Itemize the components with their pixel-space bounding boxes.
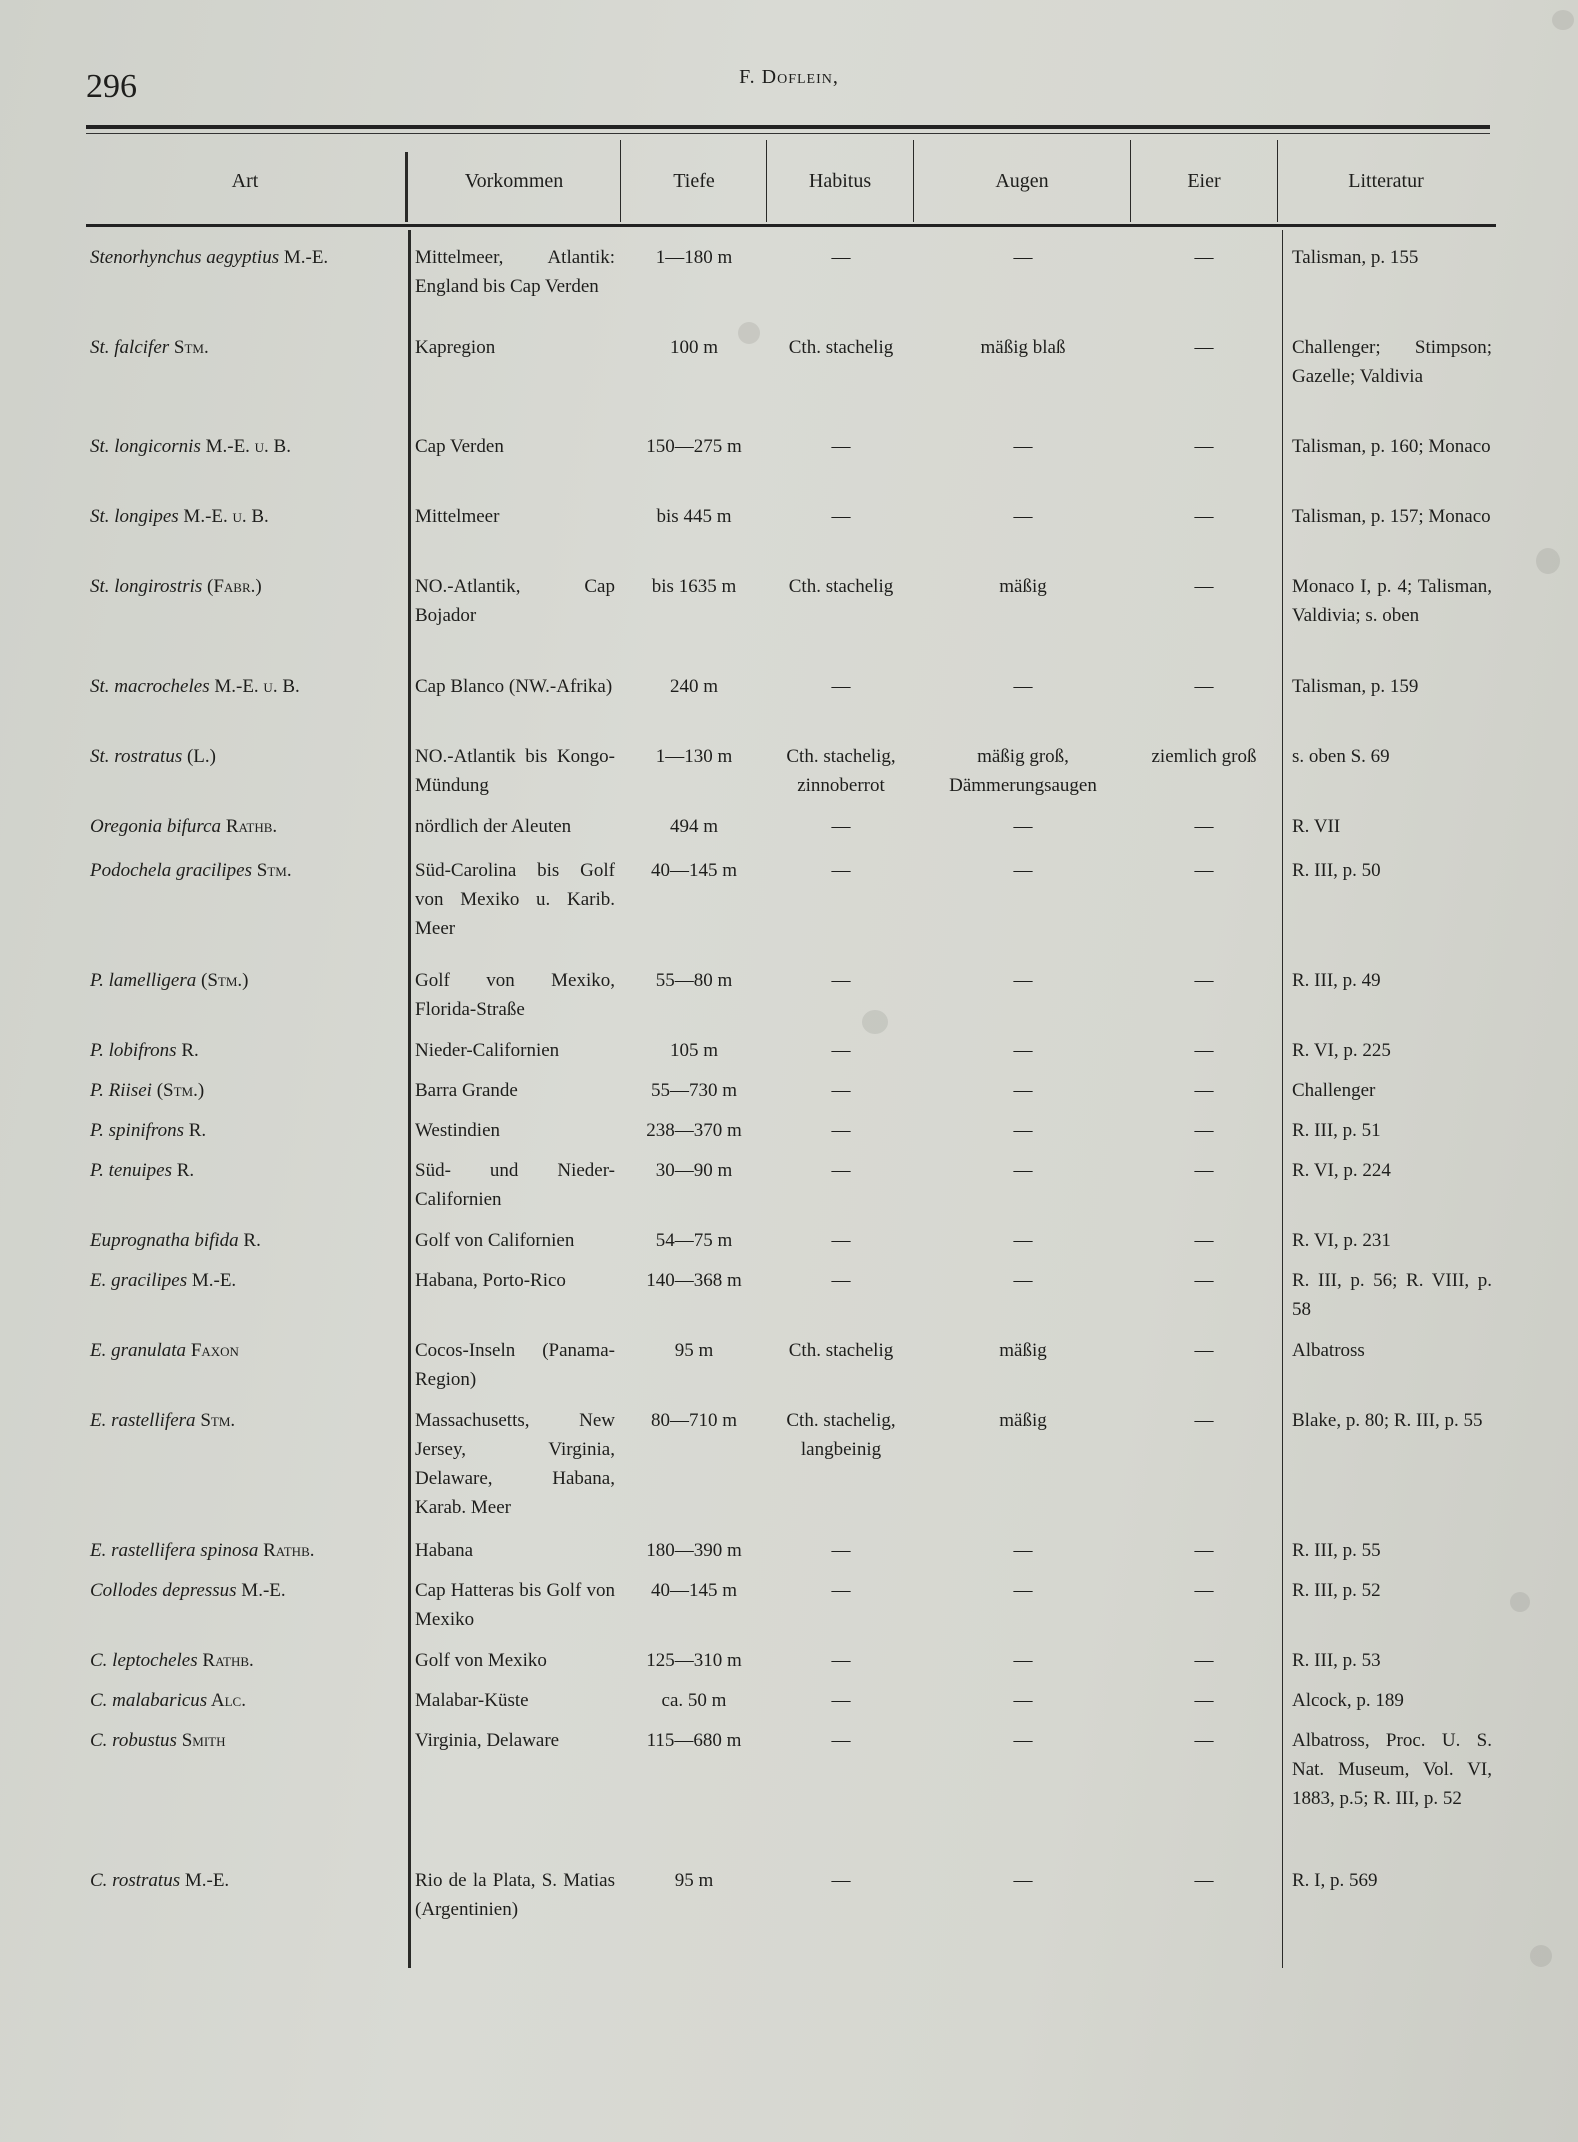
cell-art <box>90 1036 402 1065</box>
species-author: R. <box>176 1040 199 1061</box>
cell-eier: — <box>1194 860 1214 881</box>
species-author: R. <box>171 1160 195 1181</box>
cell-tiefe: 30—90 m <box>655 1160 733 1181</box>
cell-habitus: — <box>831 1540 851 1561</box>
column-divider <box>1282 230 1283 1968</box>
cell-vorkommen: Westindien <box>415 1120 501 1141</box>
cell-augen: — <box>1013 1540 1033 1561</box>
cell-art <box>90 1686 402 1715</box>
cell-habitus: — <box>831 1160 851 1181</box>
cell-vorkommen: Süd-Carolina bis Golf von Mexiko u. Karib. Meer <box>415 860 615 939</box>
species-author: M.-E. u. B. <box>178 506 269 527</box>
cell-litteratur: R. I, p. 569 <box>1292 1870 1378 1891</box>
cell-augen: mäßig <box>999 1340 1047 1361</box>
species-name: P. lamelligera <box>90 970 197 991</box>
cell-tiefe: 105 m <box>669 1040 719 1061</box>
column-divider <box>1277 140 1278 222</box>
cell-art <box>90 672 402 701</box>
cell-art <box>90 1336 402 1365</box>
cell-augen: — <box>1013 1120 1033 1141</box>
cell-tiefe: 54—75 m <box>655 1230 733 1251</box>
cell-vorkommen: Habana <box>415 1540 474 1561</box>
cell-augen: — <box>1013 1690 1033 1711</box>
column-divider <box>913 140 914 222</box>
cell-vorkommen: Cap Hatteras bis Golf von Mexiko <box>415 1580 615 1630</box>
species-name: E. gracilipes <box>90 1270 188 1291</box>
cell-eier: — <box>1194 1040 1214 1061</box>
species-author: Stm. <box>169 337 209 358</box>
cell-art <box>90 502 402 531</box>
cell-augen: mäßig <box>999 1410 1047 1431</box>
cell-augen: — <box>1013 247 1033 268</box>
species-author: Smith <box>176 1730 226 1751</box>
cell-art <box>90 1266 402 1295</box>
cell-augen: — <box>1013 436 1033 457</box>
species-author: Faxon <box>186 1340 239 1361</box>
species-name: Collodes depressus <box>90 1580 237 1601</box>
cell-augen: — <box>1013 1230 1033 1251</box>
species-author: M.-E. u. B. <box>200 436 291 457</box>
column-divider <box>766 140 767 222</box>
species-author: M.-E. <box>180 1870 230 1891</box>
cell-art <box>90 572 402 601</box>
cell-vorkommen: NO.-Atlantik bis Kongo-Mündung <box>415 746 615 796</box>
column-header-art: Art <box>231 170 259 192</box>
cell-tiefe: ca. 50 m <box>661 1690 727 1711</box>
cell-habitus: — <box>831 1730 851 1751</box>
cell-tiefe: 494 m <box>669 816 719 837</box>
cell-eier: — <box>1194 1870 1214 1891</box>
cell-augen: — <box>1013 1080 1033 1101</box>
column-header-litteratur: Litteratur <box>1348 170 1424 192</box>
species-author: (Fabr.) <box>202 576 262 597</box>
cell-art <box>90 432 402 461</box>
cell-tiefe: 150—275 m <box>646 436 742 457</box>
species-name: St. longicornis <box>90 436 201 457</box>
cell-habitus: Cth. stachelig <box>788 1340 894 1361</box>
species-author: Stm. <box>252 860 292 881</box>
cell-art <box>90 1646 402 1675</box>
cell-litteratur: Albatross <box>1292 1340 1365 1361</box>
column-header-eier: Eier <box>1187 170 1221 192</box>
cell-eier: — <box>1194 506 1214 527</box>
cell-tiefe: 140—368 m <box>646 1270 742 1291</box>
species-name: Oregonia bifurca <box>90 816 222 837</box>
cell-eier: — <box>1194 337 1214 358</box>
cell-vorkommen: Kapregion <box>415 337 496 358</box>
cell-eier: — <box>1194 970 1214 991</box>
paper-blemish <box>1530 1945 1552 1967</box>
cell-habitus: — <box>831 1040 851 1061</box>
species-name: Podochela gracilipes <box>90 860 252 881</box>
species-author: Rathb. <box>197 1650 254 1671</box>
column-divider <box>1130 140 1131 222</box>
cell-litteratur: Blake, p. 80; R. III, p. 55 <box>1292 1410 1483 1431</box>
species-author: (Stm.) <box>196 970 249 991</box>
cell-eier: — <box>1194 1540 1214 1561</box>
cell-litteratur: R. VI, p. 231 <box>1292 1230 1391 1251</box>
species-author: M.-E. u. B. <box>209 676 300 697</box>
cell-litteratur: R. VI, p. 225 <box>1292 1040 1391 1061</box>
species-name: St. longirostris <box>90 576 203 597</box>
cell-litteratur: Albatross, Proc. U. S. Nat. Museum, Vol. VI, 1883, p.5; R. III, p. 52 <box>1292 1730 1492 1809</box>
cell-vorkommen: Mittelmeer, Atlantik: England bis Cap Verden <box>415 247 615 297</box>
top-rule-thin <box>86 133 1490 134</box>
species-name: Euprognatha bifida <box>90 1230 239 1251</box>
cell-art <box>90 1116 402 1145</box>
cell-eier: — <box>1194 1580 1214 1601</box>
cell-vorkommen: Golf von Mexiko <box>415 1650 547 1671</box>
paper-blemish <box>1510 1592 1530 1612</box>
column-header-tiefe: Tiefe <box>673 170 715 192</box>
cell-litteratur: Alcock, p. 189 <box>1292 1690 1404 1711</box>
cell-litteratur: R. III, p. 49 <box>1292 970 1381 991</box>
cell-litteratur: Challenger <box>1292 1080 1376 1101</box>
cell-tiefe: bis 1635 m <box>651 576 737 597</box>
cell-eier: ziemlich groß <box>1151 746 1257 767</box>
cell-litteratur: R. VII <box>1292 816 1341 837</box>
cell-habitus: Cth. stachelig, langbeinig <box>786 1410 896 1460</box>
species-author: Rathb. <box>221 816 278 837</box>
cell-vorkommen: Golf von Californien <box>415 1230 575 1251</box>
paper-blemish <box>1552 10 1574 30</box>
species-author: M.-E. <box>187 1270 237 1291</box>
cell-tiefe: bis 445 m <box>656 506 732 527</box>
cell-habitus: — <box>831 1650 851 1671</box>
cell-vorkommen: Cap Verden <box>415 436 504 457</box>
cell-eier: — <box>1194 1230 1214 1251</box>
cell-vorkommen: Massachusetts, New Jersey, Virginia, Delaware, Habana, Karab. Meer <box>415 1410 615 1518</box>
cell-art <box>90 742 402 771</box>
cell-art <box>90 1726 402 1755</box>
cell-litteratur: R. III, p. 51 <box>1292 1120 1381 1141</box>
cell-augen: — <box>1013 1040 1033 1061</box>
species-name: P. lobifrons <box>90 1040 177 1061</box>
cell-art <box>90 856 402 885</box>
cell-art <box>90 1536 402 1565</box>
cell-vorkommen: Malabar-Küste <box>415 1690 529 1711</box>
cell-tiefe: 125—310 m <box>646 1650 742 1671</box>
cell-eier: — <box>1194 1410 1214 1431</box>
cell-vorkommen: Barra Grande <box>415 1080 518 1101</box>
species-name: C. leptocheles <box>90 1650 198 1671</box>
running-head: F. Doflein, <box>739 66 839 88</box>
cell-vorkommen: NO.-Atlantik, Cap Bojador <box>415 576 615 626</box>
cell-litteratur: R. III, p. 50 <box>1292 860 1381 881</box>
cell-augen: — <box>1013 1650 1033 1671</box>
species-author: M.-E. <box>236 1580 286 1601</box>
species-name: St. longipes <box>90 506 179 527</box>
cell-tiefe: 95 m <box>674 1340 714 1361</box>
column-divider <box>405 152 408 222</box>
cell-litteratur: Talisman, p. 159 <box>1292 676 1419 697</box>
cell-litteratur: R. III, p. 56; R. VIII, p. 58 <box>1292 1270 1492 1320</box>
cell-habitus: — <box>831 816 851 837</box>
cell-augen: — <box>1013 676 1033 697</box>
column-divider <box>408 230 411 1968</box>
cell-tiefe: 95 m <box>674 1870 714 1891</box>
cell-habitus: — <box>831 1270 851 1291</box>
cell-eier: — <box>1194 436 1214 457</box>
cell-litteratur: R. VI, p. 224 <box>1292 1160 1391 1181</box>
cell-art <box>90 1156 402 1185</box>
cell-habitus: — <box>831 1230 851 1251</box>
cell-tiefe: 80—710 m <box>650 1410 738 1431</box>
cell-eier: — <box>1194 1080 1214 1101</box>
cell-eier: — <box>1194 816 1214 837</box>
cell-tiefe: 115—680 m <box>646 1730 742 1751</box>
species-name: St. falcifer <box>90 337 170 358</box>
cell-litteratur: Talisman, p. 155 <box>1292 247 1419 268</box>
species-name: C. robustus <box>90 1730 177 1751</box>
cell-tiefe: 55—730 m <box>650 1080 738 1101</box>
cell-vorkommen: Süd- und Nieder-Californien <box>415 1160 615 1210</box>
cell-eier: — <box>1194 1270 1214 1291</box>
cell-eier: — <box>1194 1340 1214 1361</box>
cell-litteratur: R. III, p. 55 <box>1292 1540 1381 1561</box>
cell-art <box>90 812 402 841</box>
cell-tiefe: 100 m <box>669 337 719 358</box>
species-author: R. <box>238 1230 261 1251</box>
cell-habitus: — <box>831 970 851 991</box>
species-author: (L.) <box>182 746 216 767</box>
paper-blemish <box>738 322 760 344</box>
species-name: St. rostratus <box>90 746 183 767</box>
cell-augen: mäßig blaß <box>980 337 1066 358</box>
cell-tiefe: 1—130 m <box>655 746 733 767</box>
cell-augen: — <box>1013 1730 1033 1751</box>
cell-eier: — <box>1194 247 1214 268</box>
cell-habitus: — <box>831 1080 851 1101</box>
species-name: E. granulata <box>90 1340 187 1361</box>
cell-eier: — <box>1194 1650 1214 1671</box>
cell-habitus: Cth. stachelig, zinnoberrot <box>786 746 896 796</box>
species-author: Stm. <box>195 1410 236 1431</box>
species-name: C. rostratus <box>90 1870 181 1891</box>
cell-litteratur: R. III, p. 53 <box>1292 1650 1381 1671</box>
cell-vorkommen: Cocos-Inseln (Panama-Region) <box>415 1340 615 1390</box>
cell-augen: — <box>1013 1270 1033 1291</box>
cell-vorkommen: Virginia, Delaware <box>415 1730 560 1751</box>
cell-vorkommen: nördlich der Aleuten <box>415 816 572 837</box>
cell-litteratur: Monaco I, p. 4; Talisman, Valdivia; s. oben <box>1292 576 1492 626</box>
header-rule <box>86 224 1496 227</box>
cell-augen: — <box>1013 970 1033 991</box>
species-name: P. Riisei <box>90 1080 152 1101</box>
cell-tiefe: 240 m <box>669 676 719 697</box>
cell-eier: — <box>1194 576 1214 597</box>
cell-habitus: — <box>831 1580 851 1601</box>
species-author: M.-E. <box>279 247 329 268</box>
species-name: Stenorhynchus aegyptius <box>90 247 280 268</box>
cell-augen: — <box>1013 506 1033 527</box>
cell-habitus: — <box>831 1690 851 1711</box>
species-author: Alc. <box>207 1690 246 1711</box>
species-name: E. rastellifera <box>90 1410 196 1431</box>
cell-habitus: — <box>831 1120 851 1141</box>
cell-tiefe: 1—180 m <box>655 247 733 268</box>
cell-vorkommen: Nieder-Californien <box>415 1040 560 1061</box>
column-header-augen: Augen <box>995 170 1049 192</box>
cell-vorkommen: Habana, Porto-Rico <box>415 1270 566 1291</box>
cell-habitus: — <box>831 676 851 697</box>
cell-habitus: — <box>831 506 851 527</box>
cell-eier: — <box>1194 1160 1214 1181</box>
species-author: Rathb. <box>258 1540 315 1561</box>
cell-habitus: — <box>831 1870 851 1891</box>
cell-art <box>90 1576 402 1605</box>
species-author: R. <box>183 1120 207 1141</box>
cell-litteratur: Talisman, p. 157; Monaco <box>1292 506 1491 527</box>
species-name: P. tenuipes <box>90 1160 172 1181</box>
cell-augen: — <box>1013 816 1033 837</box>
cell-habitus: Cth. stachelig <box>788 337 894 358</box>
paper-blemish <box>1536 548 1560 574</box>
cell-tiefe: 40—145 m <box>650 1580 738 1601</box>
cell-augen: — <box>1013 1870 1033 1891</box>
cell-litteratur: Talisman, p. 160; Monaco <box>1292 436 1491 457</box>
column-divider <box>620 140 621 222</box>
cell-eier: — <box>1194 1120 1214 1141</box>
cell-art <box>90 243 402 272</box>
species-name: C. malabaricus <box>90 1690 208 1711</box>
paper-blemish <box>862 1010 888 1034</box>
top-rule <box>86 125 1490 129</box>
cell-art <box>90 333 402 362</box>
cell-vorkommen: Mittelmeer <box>415 506 500 527</box>
cell-tiefe: 180—390 m <box>646 1540 742 1561</box>
cell-art <box>90 1406 402 1435</box>
column-header-habitus: Habitus <box>808 170 872 192</box>
page-number: 296 <box>86 68 137 105</box>
cell-habitus: — <box>831 860 851 881</box>
cell-tiefe: 238—370 m <box>646 1120 742 1141</box>
cell-vorkommen: Cap Blanco (NW.-Afrika) <box>415 676 613 697</box>
cell-vorkommen: Golf von Mexiko, Florida-Straße <box>415 970 615 1020</box>
cell-art <box>90 966 402 995</box>
cell-art <box>90 1076 402 1105</box>
cell-augen: — <box>1013 860 1033 881</box>
cell-augen: — <box>1013 1580 1033 1601</box>
cell-vorkommen: Rio de la Plata, S. Matias (Argentinien) <box>415 1870 615 1920</box>
cell-augen: — <box>1013 1160 1033 1181</box>
species-name: E. rastellifera spinosa <box>90 1540 259 1561</box>
cell-eier: — <box>1194 1690 1214 1711</box>
column-header-vorkommen: Vorkommen <box>464 170 564 192</box>
species-name: P. spinifrons <box>90 1120 184 1141</box>
cell-art <box>90 1226 402 1255</box>
species-author: (Stm.) <box>151 1080 205 1101</box>
cell-eier: — <box>1194 1730 1214 1751</box>
cell-tiefe: 40—145 m <box>650 860 738 881</box>
cell-art <box>90 1866 402 1895</box>
species-name: St. macrocheles <box>90 676 210 697</box>
cell-litteratur: R. III, p. 52 <box>1292 1580 1381 1601</box>
cell-augen: mäßig <box>999 576 1047 597</box>
cell-litteratur: Challenger; Stimpson; Gazelle; Valdivia <box>1292 337 1492 387</box>
cell-eier: — <box>1194 676 1214 697</box>
cell-augen: mäßig groß, Dämmerungsaugen <box>949 746 1097 796</box>
cell-tiefe: 55—80 m <box>655 970 733 991</box>
cell-habitus: Cth. stachelig <box>788 576 894 597</box>
cell-habitus: — <box>831 436 851 457</box>
cell-litteratur: s. oben S. 69 <box>1292 746 1390 767</box>
cell-habitus: — <box>831 247 851 268</box>
